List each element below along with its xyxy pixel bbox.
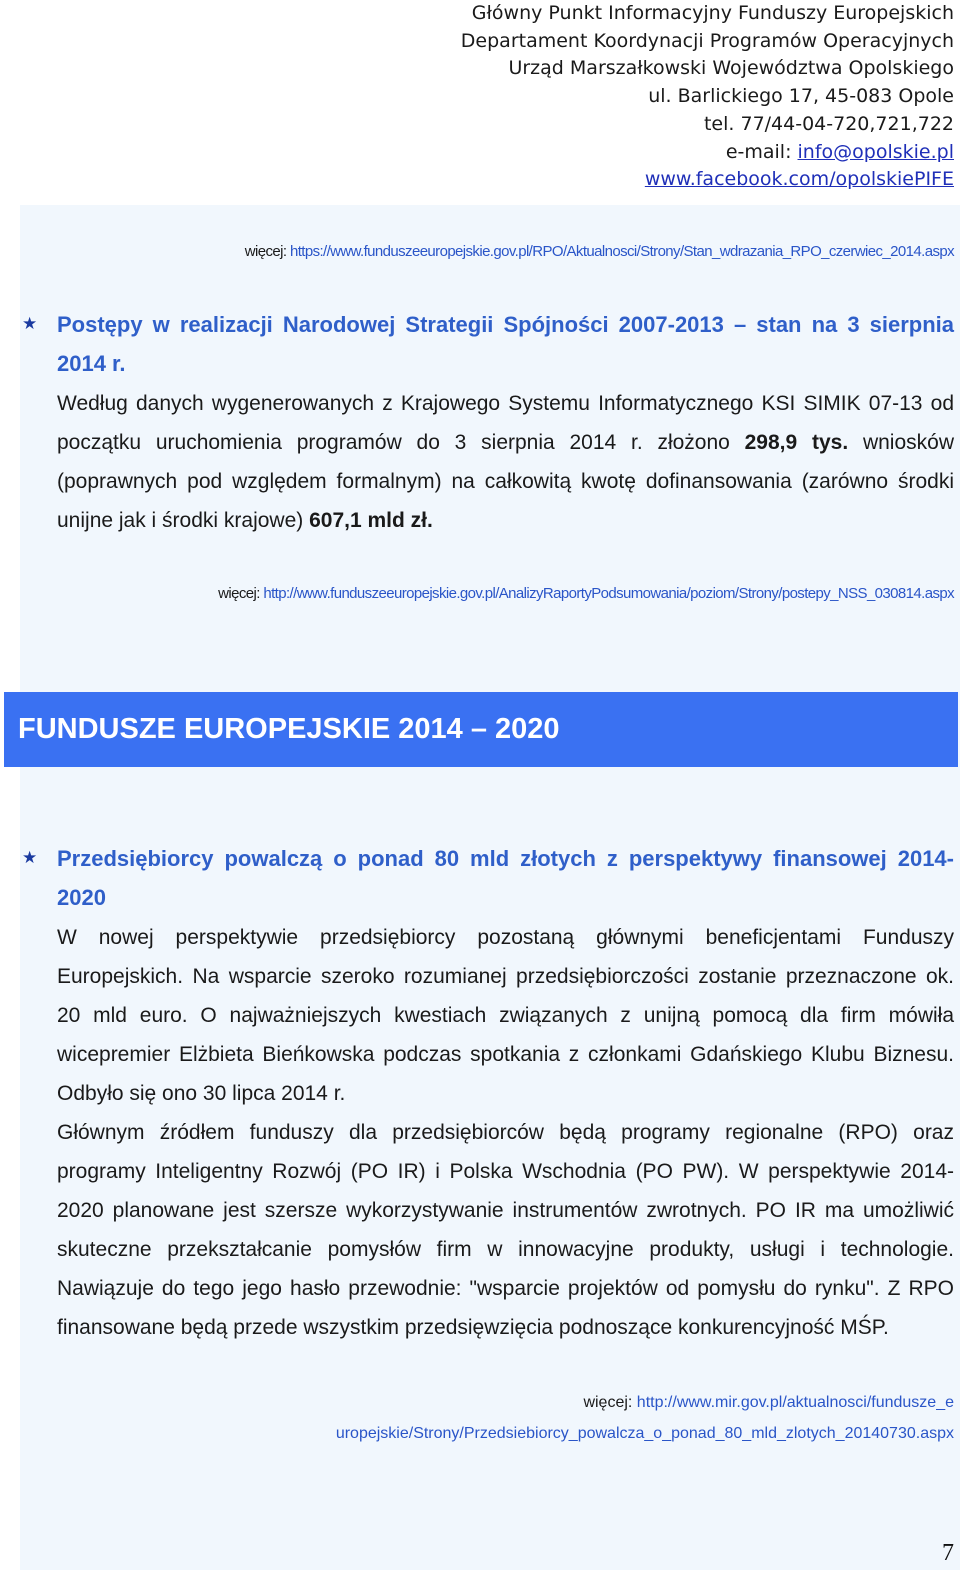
nss-applications-count: 298,9 tys. bbox=[744, 431, 849, 454]
more-link-line-nss bbox=[218, 585, 954, 602]
email-line bbox=[254, 139, 954, 167]
news-title-entrepreneurs: Przedsiębiorcy powalczą o ponad 80 mld złotych z perspektywy finansowej 2014-2020 bbox=[57, 846, 954, 910]
more-url-entrepreneurs-part2[interactable]: uropejskie/Strony/Przedsiebiorcy_powalcza_o_ponad_80_mld_zlotych_20140730.aspx bbox=[335, 1425, 954, 1442]
department-line: Departament Koordynacji Programów Operacyjnych bbox=[460, 29, 954, 52]
more-url-entrepreneurs-part1[interactable]: http://www.mir.gov.pl/aktualnosci/fundusze_e bbox=[636, 1394, 954, 1411]
news-body-entrepreneurs-2: Głównym źródłem funduszy dla przedsiębiorców będą programy regionalne (RPO) oraz programy Inteligentny Rozwój (PO IR) i Polska Wschodnia (PO PW). W perspektywie 2014-2020 planowane jest szersze wykorzystywanie instrumentów zwrotnych. PO IR ma umożliwić skuteczne przekształcanie pomysłów firm w innowacyjne produkty, usługi i technologie. Nawiązuje do tego jego hasło przewodnie: "wsparcie projektów od pomysłu do rynku". Z RPO finansowane będą przede wszystkim przedsięwzięcia podnoszące konkurencyjność MŚP. bbox=[57, 1121, 954, 1339]
star-bullet-icon: ★ bbox=[22, 848, 38, 867]
email-label: e-mail: bbox=[725, 140, 798, 163]
news-title-nss: Postępy w realizacji Narodowej Strategii Spójności 2007-2013 – stan na 3 sierpnia 2014 r. bbox=[57, 312, 954, 376]
org-name-line: Główny Punkt Informacyjny Funduszy Europejskich bbox=[471, 2, 954, 24]
more-label: więcej: bbox=[244, 243, 290, 260]
more-link-line-rpo bbox=[245, 243, 954, 260]
nss-funding-amount: 607,1 mld zł. bbox=[309, 509, 433, 532]
news-body-entrepreneurs-1: W nowej perspektywie przedsiębiorcy pozostaną głównymi beneficjentami Funduszy Europejskich. Na wsparcie szeroko rozumianej przedsiębiorczości zostanie przeznaczone ok. 20 mld euro. O najważniejszych kwestiach związanych z unijną pomocą dla firm mówiła wicepremier Elżbieta Bieńkowska podczas spotkania z członkami Gdańskiego Klubu Biznesu. Odbyło się ono 30 lipca 2014 r. bbox=[57, 926, 954, 1105]
nss-text-part1: Według danych wygenerowanych z Krajowego Systemu Informatycznego KSI SIMIK 07-13 od początku uruchomienia programów do 3 sierpnia 2014 r. złożono bbox=[57, 392, 954, 454]
facebook-line bbox=[254, 166, 954, 194]
section-banner-title: FUNDUSZE EUROPEJSKIE 2014 – 2020 bbox=[18, 713, 560, 745]
more-url-nss[interactable]: http://www.funduszeeuropejskie.gov.pl/AnalizyRaportyPodsumowania/poziom/Strony/postepy_NSS_030814.aspx bbox=[263, 585, 954, 602]
nss-text-part2: wniosków (poprawnych pod względem formalnym) na całkowitą kwotę dofinansowania (zarówno środki unijne jak i środki krajowe) bbox=[57, 431, 954, 532]
more-link-block-entrepreneurs bbox=[254, 1387, 954, 1449]
document-header bbox=[254, 0, 954, 194]
more-label: więcej: bbox=[218, 585, 264, 602]
star-bullet-icon: ★ bbox=[22, 314, 38, 333]
more-link-line-1 bbox=[254, 1387, 954, 1418]
office-line: Urząd Marszałkowski Województwa Opolskiego bbox=[508, 57, 954, 80]
address-line: ul. Barlickiego 17, 45-083 Opole bbox=[648, 85, 954, 108]
page-number: 7 bbox=[942, 1540, 954, 1566]
more-label: więcej: bbox=[583, 1394, 637, 1411]
phone-line: tel. 77/44-04-720,721,722 bbox=[703, 112, 954, 135]
news-body-nss bbox=[57, 384, 954, 540]
section-banner bbox=[4, 692, 958, 767]
facebook-link[interactable]: www.facebook.com/opolskiePIFE bbox=[644, 168, 954, 191]
email-link[interactable]: info@opolskie.pl bbox=[797, 140, 954, 163]
more-url-rpo[interactable]: https://www.funduszeeuropejskie.gov.pl/RPO/Aktualnosci/Strony/Stan_wdrazania_RPO_czerwiec_2014.aspx bbox=[289, 243, 954, 260]
